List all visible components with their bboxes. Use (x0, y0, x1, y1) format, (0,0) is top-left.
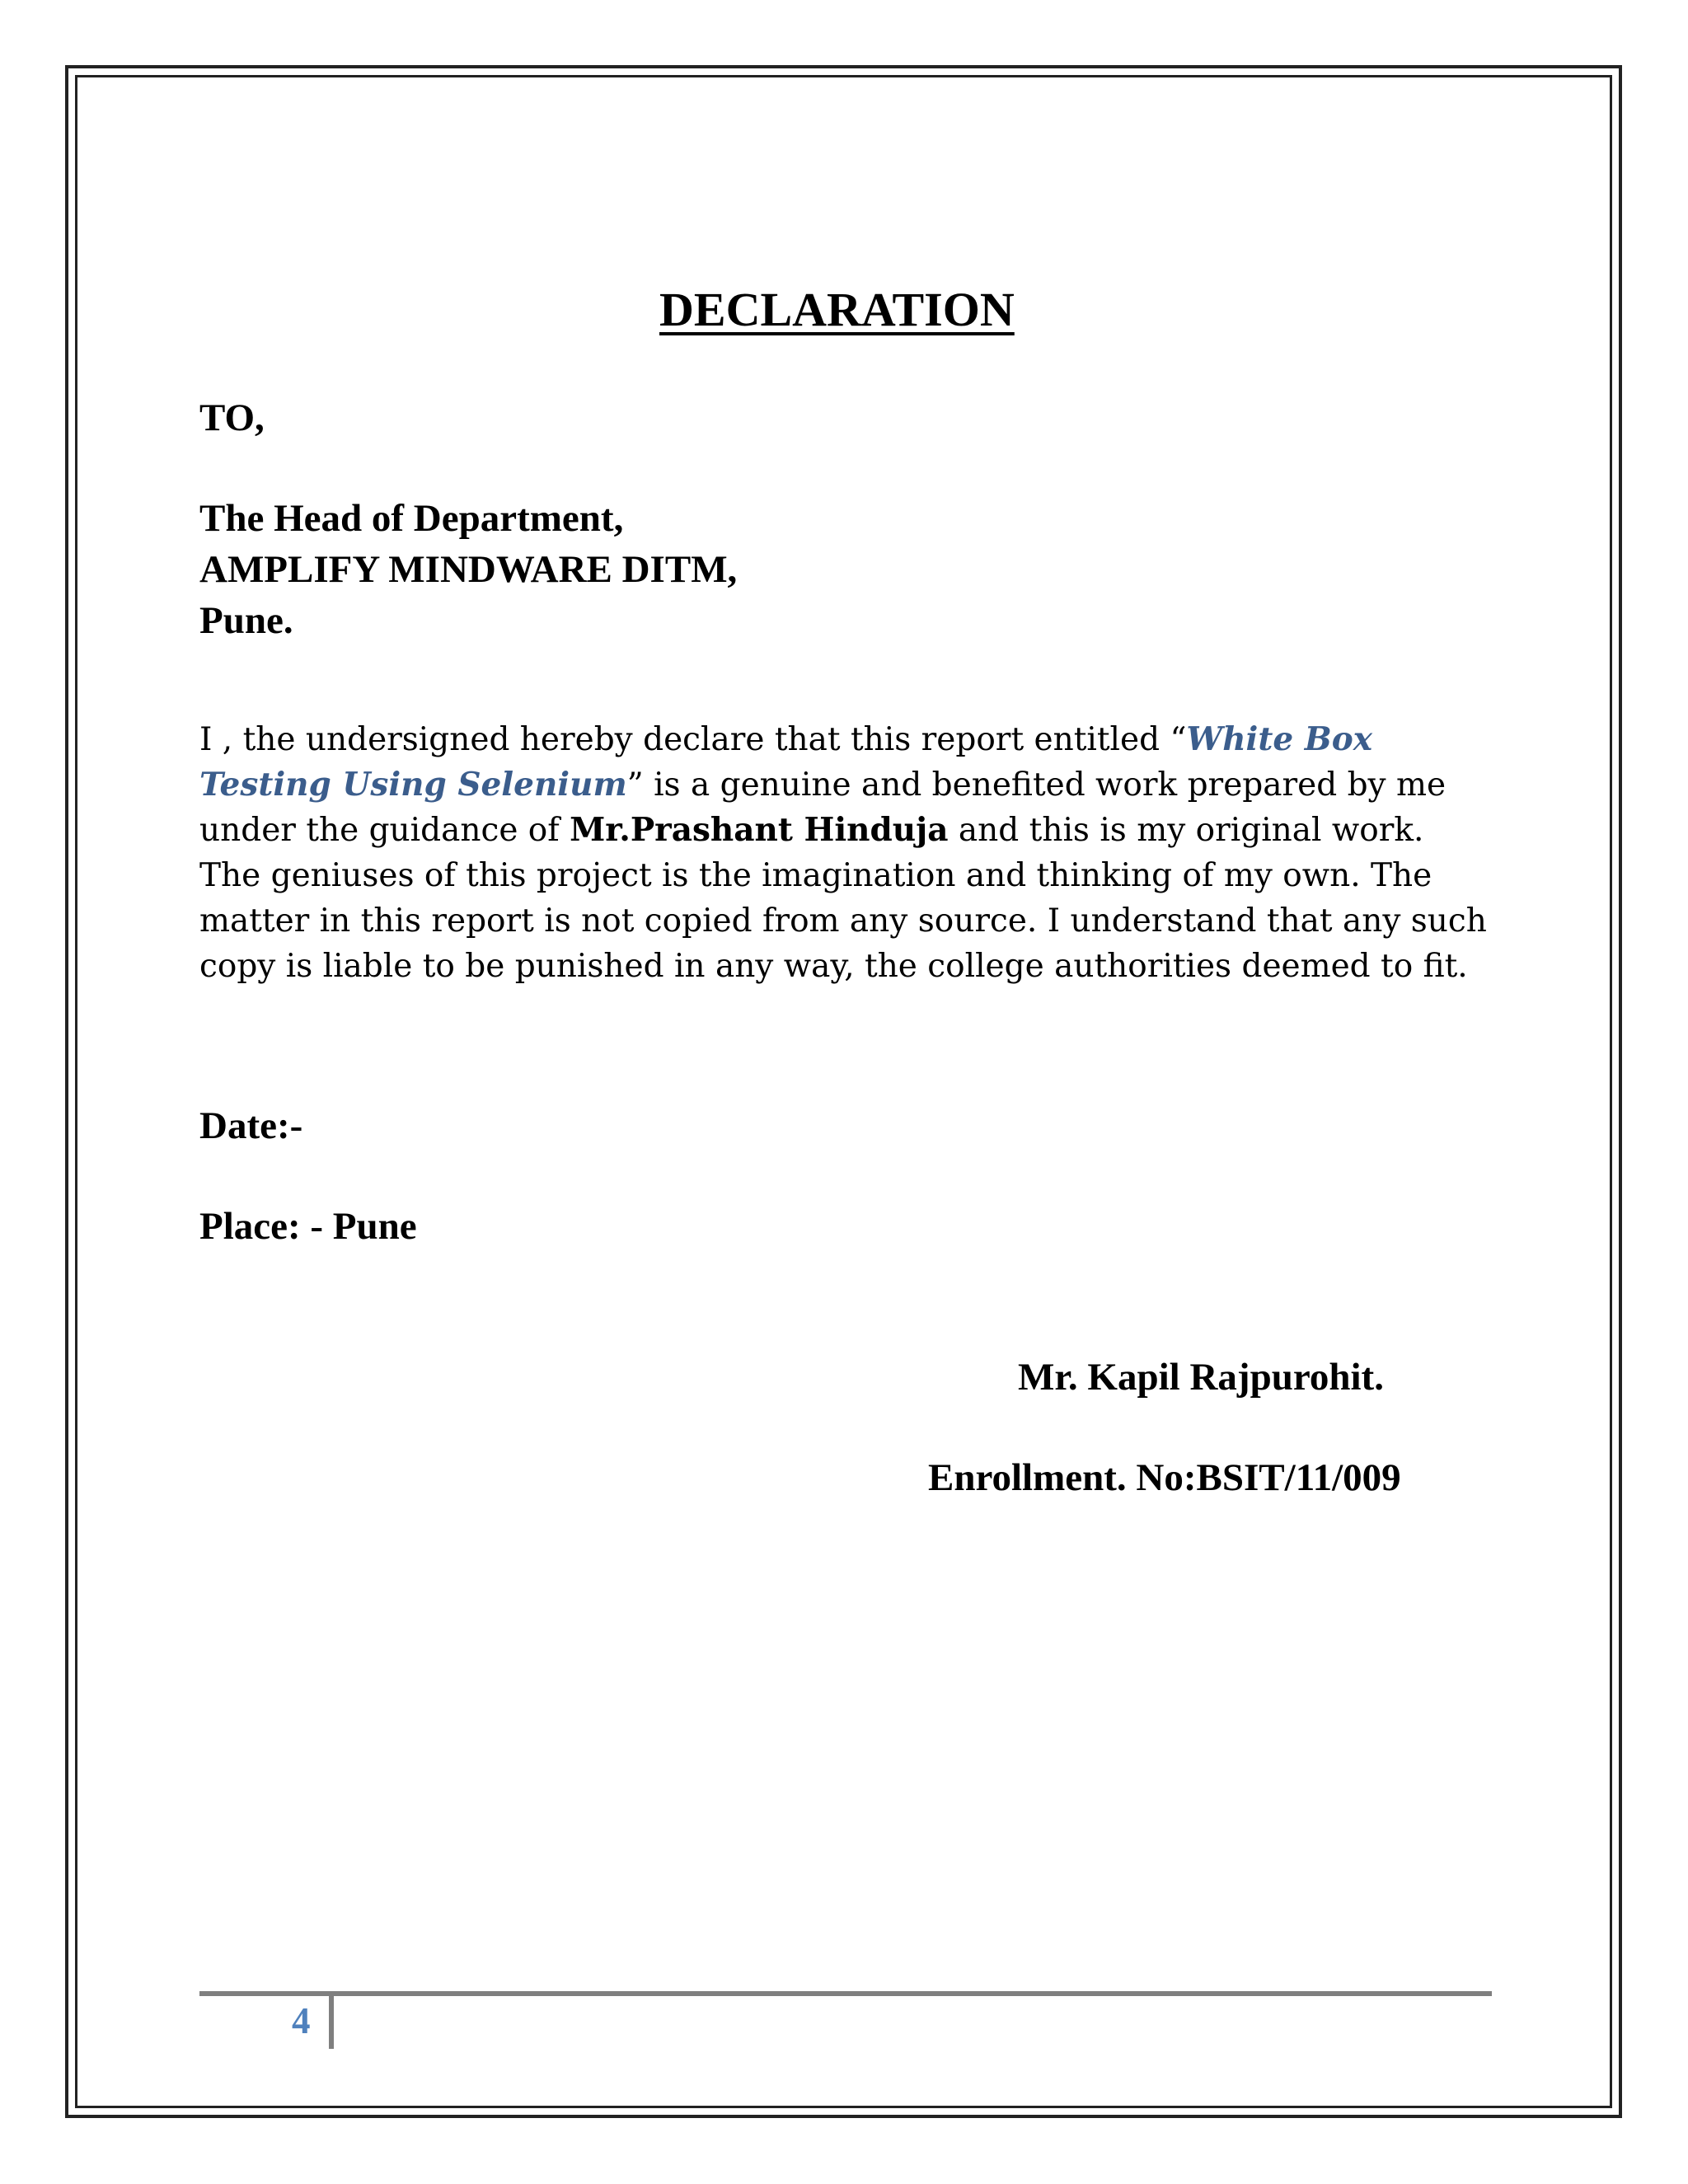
page-number: 4 (292, 2000, 311, 2041)
declaration-line-5: matter in this report is not copied from any source. I understand that any such (199, 902, 1487, 940)
report-title-part-2: Testing Using Selenium (199, 766, 627, 804)
declaration-paragraph (199, 717, 1535, 989)
signer-name: Mr. Kapil Rajpurohit. (1018, 1356, 1384, 1399)
footer-divider-tick (329, 1996, 334, 2049)
declaration-line-6: copy is liable to be punished in any way, the college authorities deemed to fit. (199, 948, 1468, 985)
declaration-line-1: I , the undersigned hereby declare that this report entitled “White Box (199, 720, 1372, 758)
page-border-inner (75, 75, 1612, 2108)
guide-name: Mr.Prashant Hinduja (570, 811, 949, 849)
declaration-line-4: The geniuses of this project is the imagination and thinking of my own. The (199, 857, 1432, 894)
address-line-2: AMPLIFY MINDWARE DITM, (199, 548, 738, 591)
report-title-part-1: White Box (1186, 720, 1372, 758)
address-line-1: The Head of Department, (199, 497, 624, 540)
footer-rule (199, 1991, 1492, 1996)
address-line-3: Pune. (199, 599, 293, 642)
enrollment-number: Enrollment. No:BSIT/11/009 (928, 1456, 1401, 1499)
document-title: DECLARATION (659, 283, 1015, 336)
declaration-line-3: under the guidance of Mr.Prashant Hinduja and this is my original work. (199, 811, 1424, 849)
to-line: TO, (199, 396, 265, 439)
date-label: Date:- (199, 1104, 303, 1147)
declaration-line-2: Testing Using Selenium” is a genuine and benefited work prepared by me (199, 766, 1447, 804)
place-label: Place: - Pune (199, 1205, 417, 1248)
